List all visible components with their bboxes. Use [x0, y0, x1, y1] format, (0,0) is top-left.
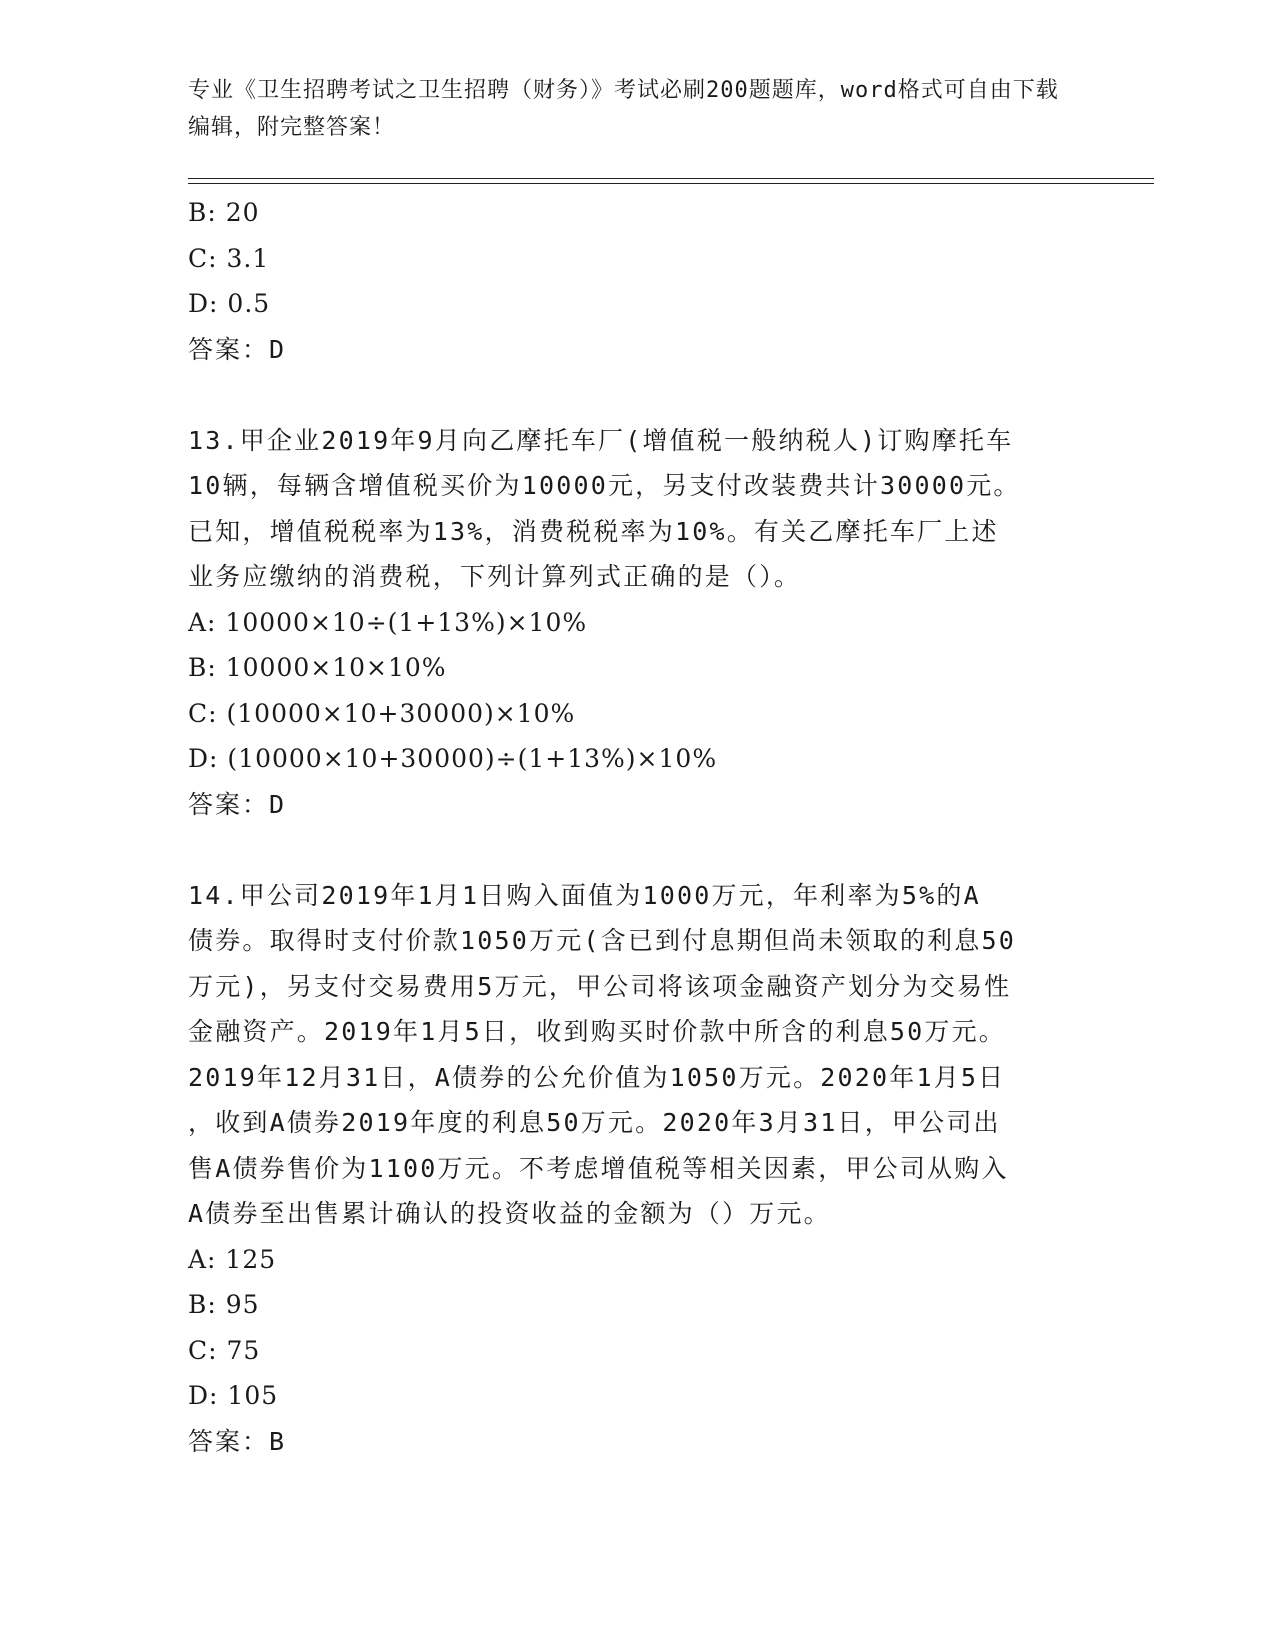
option-c: C: 75 — [188, 1335, 261, 1365]
prev-question — [188, 190, 1088, 372]
document-body — [188, 190, 1088, 1464]
document-header: 专业《卫生招聘考试之卫生招聘（财务）》考试必刷200题题库，word格式可自由下载编辑，附完整答案！ — [188, 78, 1059, 140]
option-b: B: 10000×10×10% — [188, 653, 447, 682]
header-rule-top — [188, 178, 1154, 179]
question-stem-line: ，收到A债券2019年度的利息50万元。2020年3月31日，甲公司出 — [188, 1108, 1001, 1137]
question-stem-line: 万元)，另支付交易费用5万元，甲公司将该项金融资产划分为交易性 — [188, 971, 1012, 1001]
option-b: B: 95 — [188, 1290, 260, 1319]
option-d: D: 105 — [188, 1381, 279, 1410]
answer-line: 答案：D — [188, 789, 287, 819]
question-stem-line: 13.甲企业2019年9月向乙摩托车厂(增值税一般纳税人)订购摩托车 — [188, 425, 1014, 455]
option-d: D: 0.5 — [188, 289, 271, 318]
option-c: C: 3.1 — [188, 243, 270, 273]
option-a: A: 125 — [188, 1244, 277, 1274]
option-b: B: 20 — [188, 198, 260, 227]
header-rule-bottom — [188, 183, 1154, 184]
question-13 — [188, 418, 1088, 828]
spacer — [188, 372, 1088, 418]
question-stem-line: 10辆，每辆含增值税买价为10000元，另支付改装费共计30000元。 — [188, 471, 1021, 500]
option-c: C: (10000×10+30000)×10% — [188, 698, 576, 728]
option-d: D: (10000×10+30000)÷(1+13%)×10% — [188, 744, 718, 773]
spacer — [188, 827, 1088, 873]
question-stem-line: 14.甲公司2019年1月1日购入面值为1000万元，年利率为5%的A — [188, 880, 981, 910]
question-stem-line: 售A债券售价为1100万元。不考虑增值税等相关因素，甲公司从购入 — [188, 1153, 1009, 1183]
question-stem-line: 金融资产。2019年1月5日，收到购买时价款中所含的利息50万元。 — [188, 1017, 1007, 1046]
option-a: A: 10000×10÷(1+13%)×10% — [188, 607, 588, 637]
answer-line: 答案：B — [188, 1426, 287, 1456]
question-14 — [188, 873, 1088, 1465]
answer-line: 答案：D — [188, 334, 287, 364]
question-stem-line: 2019年12月31日，A债券的公允价值为1050万元。2020年1月5日 — [188, 1062, 1006, 1092]
question-stem-line: A债券至出售累计确认的投资收益的金额为（）万元。 — [188, 1199, 831, 1228]
question-stem-line: 债券。取得时支付价款1050万元(含已到付息期但尚未领取的利息50 — [188, 926, 1016, 955]
question-stem-line: 已知，增值税税率为13%，消费税税率为10%。有关乙摩托车厂上述 — [188, 516, 999, 546]
question-stem-line: 业务应缴纳的消费税，下列计算列式正确的是（）。 — [188, 562, 802, 591]
